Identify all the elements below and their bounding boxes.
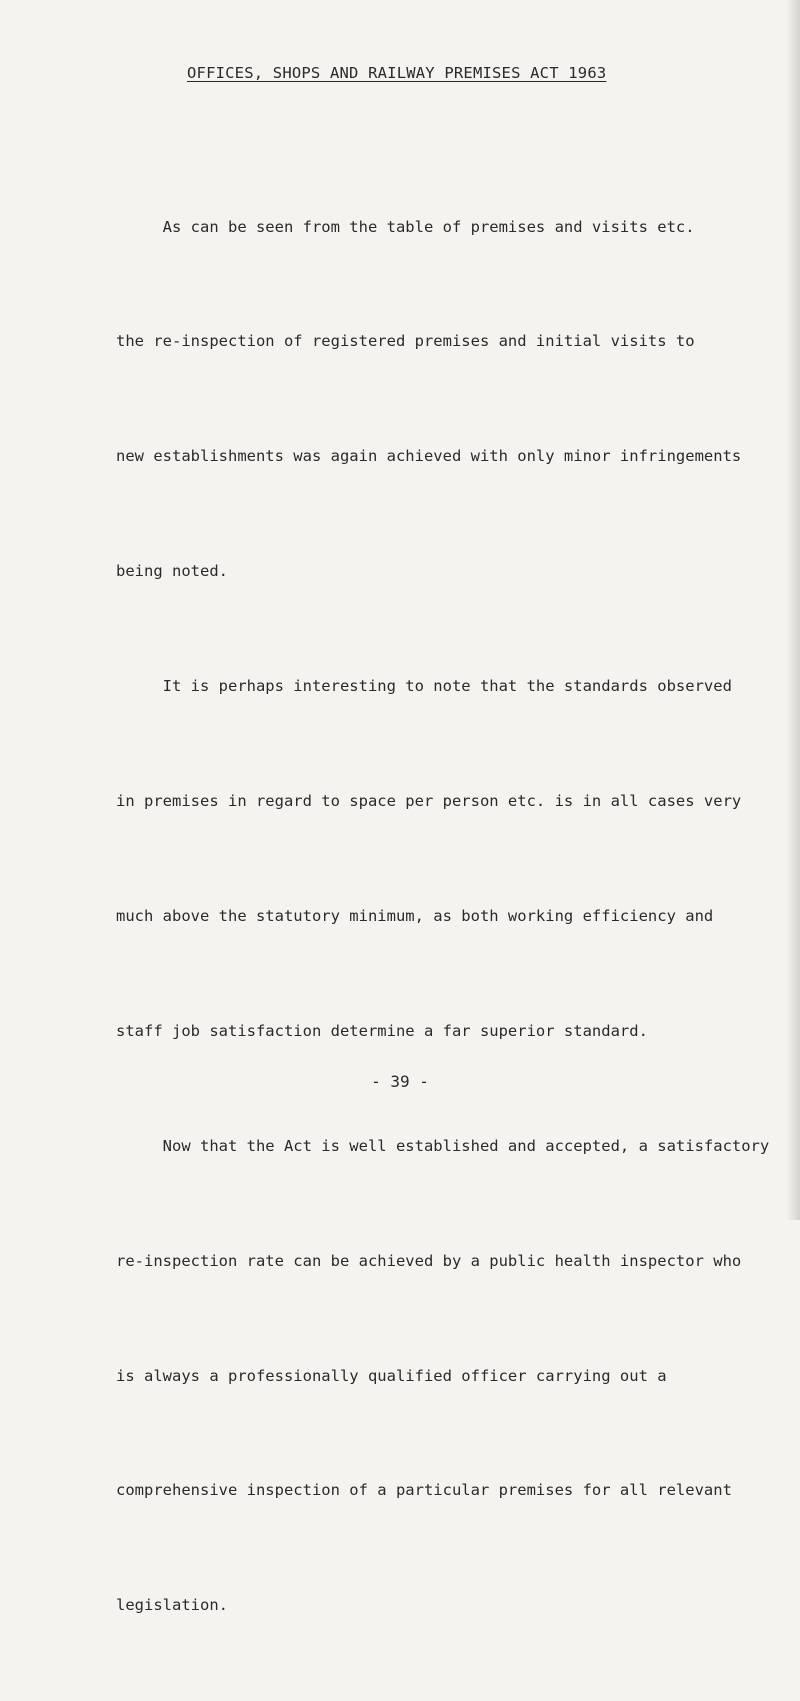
body-line: Now that the Act is well established and accepted, a satisfactory [116, 1136, 770, 1155]
body-line: is always a professionally qualified officer carrying out a [116, 1366, 667, 1385]
body-text [116, 131, 800, 1701]
body-line: re-inspection rate can be achieved by a public health inspector who [116, 1251, 742, 1270]
page-number: - 39 - [371, 1072, 429, 1091]
body-line: As can be seen from the table of premises and visits etc. [116, 217, 695, 236]
body-line: being noted. [116, 562, 228, 581]
body-line: new establishments was again achieved with only minor infringements [116, 447, 742, 466]
body-line: comprehensive inspection of a particular premises for all relevant [116, 1481, 732, 1500]
body-line: legislation. [116, 1596, 228, 1615]
body-line: staff job satisfaction determine a far superior standard. [116, 1021, 648, 1040]
page-heading [187, 64, 606, 82]
body-line: in premises in regard to space per person etc. is in all cases very [116, 792, 742, 811]
page-heading-text: OFFICES, SHOPS AND RAILWAY PREMISES ACT 1963 [187, 64, 607, 82]
body-line: It is perhaps interesting to note that the standards observed [116, 677, 732, 696]
body-line: the re-inspection of registered premises and initial visits to [116, 332, 695, 351]
body-line: much above the statutory minimum, as both working efficiency and [116, 906, 714, 925]
